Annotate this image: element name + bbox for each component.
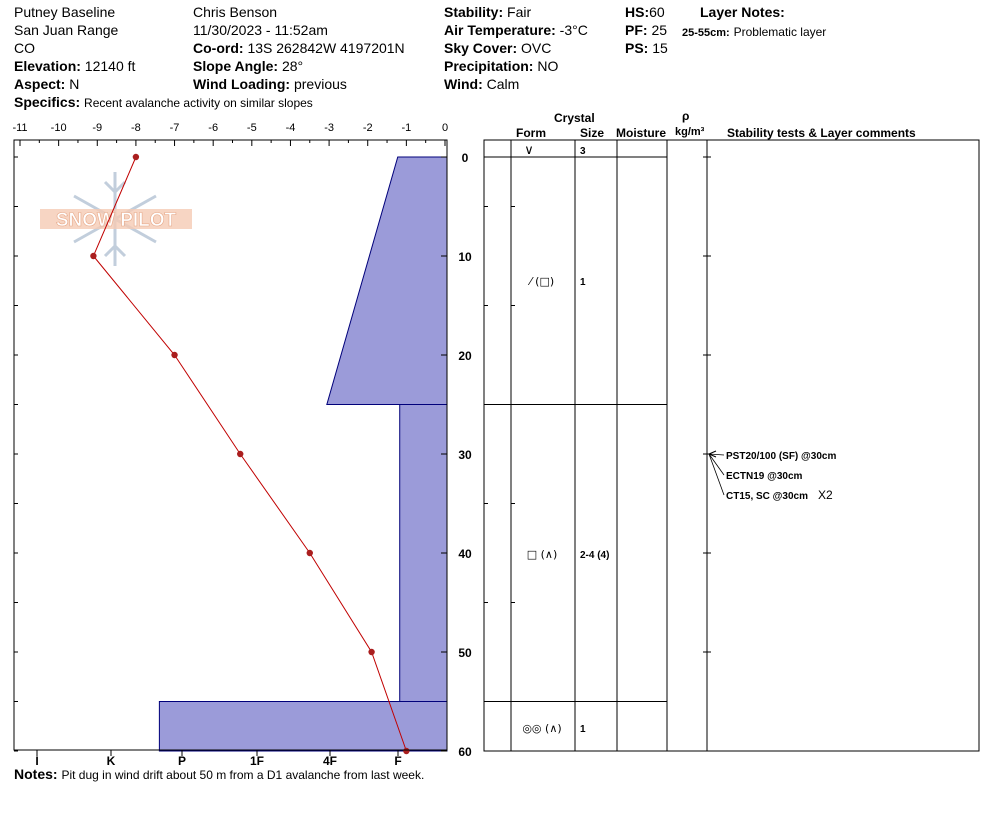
sky-value: OVC <box>521 40 552 56</box>
specifics-value: Recent avalanche activity on similar slopes <box>84 96 313 110</box>
temperature-profile <box>90 154 409 754</box>
notes-label: Notes: <box>14 766 58 782</box>
sky-label: Sky Cover: <box>444 40 518 56</box>
layer-form: □ (∧) <box>526 548 558 561</box>
temp-tick-label: -10 <box>50 122 67 134</box>
temperature-point <box>171 352 177 358</box>
temp-tick-label: -8 <box>131 122 141 134</box>
temp-tick-label: -11 <box>12 122 28 134</box>
notes-value: Pit dug in wind drift about 50 m from a D1 avalanche from last week. <box>61 768 425 782</box>
coord-value: 13S 262842W 4197201N <box>247 40 405 56</box>
stability-label: Stability: <box>444 4 504 20</box>
hardness-tick-label: F <box>394 754 402 768</box>
elevation-label: Elevation: <box>14 58 81 74</box>
stability-test-label: CT15, SC @30cm <box>726 491 809 502</box>
depth-tick-label: 40 <box>458 547 472 561</box>
layer-notes-label: Layer Notes: <box>700 4 785 20</box>
stability-test-label: ECTN19 @30cm <box>726 471 803 482</box>
hardness-layer-2 <box>400 405 447 702</box>
pf-label: PF: <box>625 22 648 38</box>
snowpilot-watermark <box>40 172 192 266</box>
air-temp-value: -3°C <box>559 22 588 38</box>
hardness-tick-label: P <box>177 754 187 768</box>
temp-tick-label: -6 <box>208 122 219 134</box>
rho-header: ρ <box>682 109 690 123</box>
watermark-text: SNOW PILOT <box>55 210 177 231</box>
wind-loading-label: Wind Loading: <box>193 76 291 92</box>
density-unit-header: kg/m³ <box>675 126 705 138</box>
temperature-point <box>368 649 374 655</box>
layer-size: 2-4 (4) <box>580 550 610 561</box>
ps-value: 15 <box>652 40 668 56</box>
aspect-value: N <box>69 76 80 92</box>
surface-form: ∨ <box>524 143 534 158</box>
depth-tick-label: 20 <box>458 349 472 363</box>
moisture-header: Moisture <box>616 126 667 140</box>
state-name: CO <box>14 40 35 56</box>
temperature-point <box>403 748 409 754</box>
hardness-tick-label: I <box>35 754 39 768</box>
layer-note-text: Problematic layer <box>733 25 827 39</box>
datetime: 11/30/2023 - 11:52am <box>193 22 328 38</box>
hardness-tick-label: K <box>106 754 116 768</box>
precip-value: NO <box>537 58 559 74</box>
layer-size: 1 <box>580 724 586 735</box>
crystal-header: Crystal <box>554 111 595 125</box>
slope-value: 28° <box>281 58 304 74</box>
precip-label: Precipitation: <box>444 58 534 74</box>
hardness-profile <box>159 157 447 751</box>
wind-loading-value: previous <box>293 76 347 92</box>
elevation-value: 12140 ft <box>84 58 136 74</box>
depth-tick-label: 30 <box>458 448 472 462</box>
hardness-layer-1 <box>327 157 447 405</box>
slope-label: Slope Angle: <box>193 58 279 74</box>
stability-test-leader <box>709 454 724 475</box>
form-header: Form <box>516 126 546 140</box>
depth-tick-label: 0 <box>461 151 469 165</box>
depth-tick-label: 60 <box>458 745 472 759</box>
stability-value: Fair <box>507 4 532 20</box>
specifics-label: Specifics: <box>14 94 81 110</box>
temperature-point <box>90 253 96 259</box>
location-name: Putney Baseline <box>14 4 116 20</box>
ps-label: PS: <box>625 40 649 56</box>
temp-tick-label: -5 <box>246 122 257 134</box>
range-name: San Juan Range <box>14 22 119 38</box>
hs-label: HS: <box>625 4 650 20</box>
pf-value: 25 <box>651 22 668 38</box>
hardness-tick-label: 1F <box>249 754 265 768</box>
temp-tick-label: 0 <box>441 122 449 134</box>
wind-label: Wind: <box>444 76 483 92</box>
temperature-point <box>133 154 139 160</box>
layer-note-range: 25-55cm: <box>682 27 730 39</box>
layer-form: ⁄ (□) <box>529 275 555 288</box>
layer-size: 1 <box>580 277 586 288</box>
coord-label: Co-ord: <box>193 40 244 56</box>
temperature-point <box>237 451 243 457</box>
table-frame <box>484 140 979 751</box>
stability-test-multiplier: X2 <box>818 488 833 502</box>
air-temp-label: Air Temperature: <box>444 22 556 38</box>
hardness-tick-label: 4F <box>322 754 338 768</box>
stability-test-leader <box>709 454 724 495</box>
hs-value: 60 <box>649 4 665 20</box>
observer-name: Chris Benson <box>193 4 278 20</box>
surface-size: 3 <box>580 146 586 157</box>
stability-comments-header: Stability tests & Layer comments <box>727 126 916 140</box>
size-header: Size <box>580 126 605 140</box>
depth-tick-label: 10 <box>458 250 472 264</box>
aspect-label: Aspect: <box>14 76 66 92</box>
wind-value: Calm <box>486 76 520 92</box>
temp-tick-label: -2 <box>362 122 373 134</box>
temperature-line <box>93 157 406 751</box>
temp-tick-label: -9 <box>92 122 103 134</box>
layer-table <box>484 140 979 751</box>
stability-test-label: PST20/100 (SF) @30cm <box>726 451 837 462</box>
temperature-point <box>307 550 313 556</box>
temp-tick-label: -7 <box>169 122 180 134</box>
temp-tick-label: -3 <box>324 122 334 134</box>
depth-tick-label: 50 <box>458 646 472 660</box>
temp-tick-label: -4 <box>285 122 296 134</box>
layer-form: ◎◎ (∧) <box>522 722 562 735</box>
temp-tick-label: -1 <box>401 122 412 134</box>
